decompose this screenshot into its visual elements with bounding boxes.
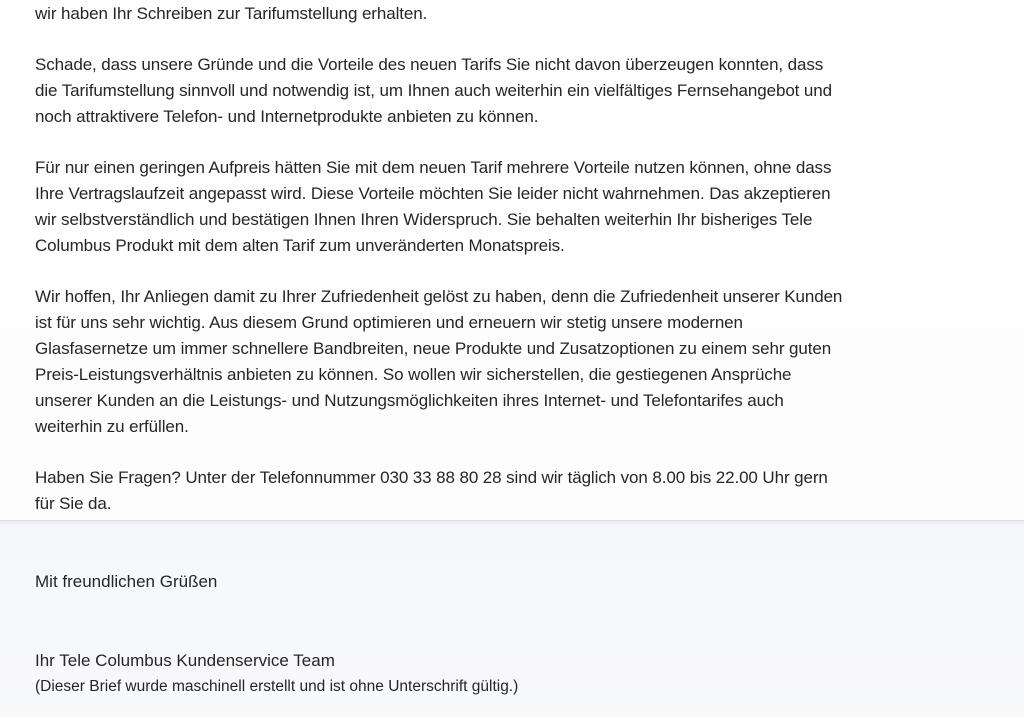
text-line: wir haben Ihr Schreiben zur Tarifumstellung erhalten.	[35, 4, 428, 23]
text-line: Glasfasernetze um immer schnellere Bandbreiten, neue Produkte und Zusatzoptionen zu einem sehr guten	[35, 339, 832, 358]
text-line: die Tarifumstellung sinnvoll und notwendig ist, um Ihnen auch weiterhin ein vielfältiges Fernsehangebot und	[35, 81, 832, 100]
text-line: wir selbstverständlich und bestätigen Ihnen Ihren Widerspruch. Sie behalten weiterhin Ihr bisheriges Tele	[35, 210, 813, 229]
text-line: Ihre Vertragslaufzeit angepasst wird. Diese Vorteile möchten Sie leider nicht wahrnehmen. Das akzeptieren	[35, 184, 831, 203]
text-line: unserer Kunden an die Leistungs- und Nutzungsmöglichkeiten ihres Internet- und Telefontarifes auch	[35, 391, 784, 410]
paragraph-acknowledgement	[35, 1, 1000, 27]
text-line: für Sie da.	[35, 494, 112, 513]
closing-salutation: Mit freundlichen Grüßen	[35, 572, 218, 591]
paragraph-satisfaction	[35, 284, 1000, 440]
paragraph-contact	[35, 465, 1000, 517]
paper-fold-shadow	[0, 521, 1024, 527]
no-signature-note: (Dieser Brief wurde maschinell erstellt und ist ohne Unterschrift gültig.)	[35, 678, 519, 695]
text-line: Wir hoffen, Ihr Anliegen damit zu Ihrer Zufriedenheit gelöst zu haben, denn die Zufriedenheit unserer Kunden	[35, 287, 843, 306]
text-line: Preis-Leistungsverhältnis anbieten zu können. So wollen wir sicherstellen, die gestiegenen Ansprüche	[35, 365, 792, 384]
text-line: ist für uns sehr wichtig. Aus diesem Grund optimieren und erneuern wir stetig unsere modernen	[35, 313, 743, 332]
paragraph-objection-confirmed	[35, 155, 1000, 259]
text-line: Haben Sie Fragen? Unter der Telefonnummer 030 33 88 80 28 sind wir täglich von 8.00 bis 22.00 Uhr gern	[35, 468, 828, 487]
text-line: Für nur einen geringen Aufpreis hätten Sie mit dem neuen Tarif mehrere Vorteile nutzen können, ohne dass	[35, 158, 832, 177]
text-line: weiterhin zu erfüllen.	[35, 417, 189, 436]
text-line: Schade, dass unsere Gründe und die Vorteile des neuen Tarifs Sie nicht davon überzeugen konnten, dass	[35, 55, 824, 74]
sender-signoff: Ihr Tele Columbus Kundenservice Team	[35, 651, 335, 670]
text-line: Columbus Produkt mit dem alten Tarif zum unveränderten Monatspreis.	[35, 236, 565, 255]
text-line: noch attraktivere Telefon- und Internetprodukte anbieten zu können.	[35, 107, 539, 126]
paragraph-regret	[35, 52, 1000, 130]
